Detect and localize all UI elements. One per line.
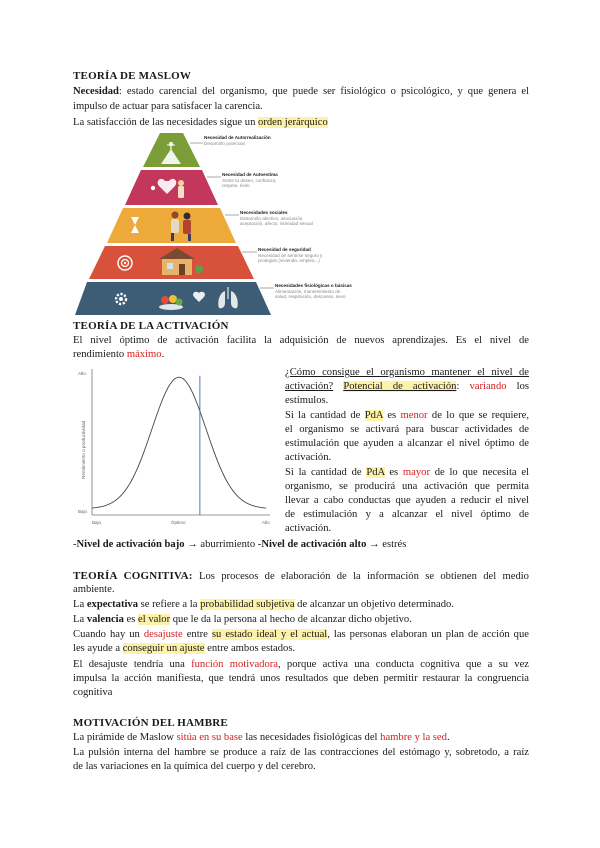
maximo-red: máximo — [126, 349, 162, 360]
menor-line-3: estimulación que ayuden a alcanzar el nivel óptimo de — [285, 438, 529, 449]
maslow-pyramid — [75, 133, 352, 315]
mayor-line-1: Si la cantidad de PdA es mayor de lo que necesita el — [285, 467, 529, 478]
bell-chart-svg — [70, 363, 276, 533]
desajuste-line-2: les ayude a conseguir un ajuste entre ambos estados. — [73, 643, 296, 654]
section-title-cognitiva: TEORÍA COGNITIVA: — [73, 570, 193, 582]
question-line-2: activación? Potencial de activación: variando los — [285, 381, 530, 392]
mayor-line-4: de estimulación y a alcanzar el nivel óptimo de — [285, 509, 529, 520]
orden-highlight: orden jerárquico — [258, 117, 328, 128]
funcion-line-3: cognitiva — [73, 687, 113, 698]
necesidad-definition-line-1 — [73, 85, 529, 99]
y-tick-label-alto: Alto — [78, 371, 86, 376]
hambre-line-3: de las variaciones en la química del cuerpo y del cerebro. — [73, 761, 316, 772]
necesidad-text: : estado carencial del organismo, que puede ser fisiológico o psicológico, y que genera el — [118, 86, 529, 97]
question-line-3: estímulos. — [285, 395, 329, 406]
menor-line-4: activación. — [285, 452, 332, 463]
niveles-line: -Nivel de activación bajo → aburrimiento -Nivel de activación alto → estrés — [73, 539, 407, 550]
tier-label-5: Necesidades fisiológicas o básicas Alimentación, mantenimiento de salud, respiración, descanso, sexo — [275, 283, 352, 300]
y-axis-label: Rendimiento o productividad — [81, 420, 86, 479]
tier-label-4: Necesidad de seguridad Necesidad de sentirse seguro y protegido (vivienda, empleo...) — [258, 247, 323, 264]
activacion-p1-line-1: El nivel óptimo de activación facilita la adquisición de nuevos aprendizajes. Es el nivel de — [73, 335, 529, 346]
tier-label-3: Necesidades sociales Desarrollo afectivo, asociación, aceptación, afecto, intimidad sexual — [240, 210, 313, 227]
funcion-line-2: impulsa la acción manifiesta, que tendrá unos resultados que deben permitir restaurar la congruencia — [73, 673, 529, 684]
cognitiva-line-1: TEORÍA COGNITIVA: Los procesos de elaboración de la información se obtienen del medio — [73, 570, 529, 582]
valencia-line: La valencia es el valor que le da la persona al hecho de alcanzar dicho objetivo. — [73, 614, 412, 625]
activation-curve — [92, 377, 266, 508]
section-title-activacion: TEORÍA DE LA ACTIVACIÓN — [73, 320, 229, 332]
tier-label-1: Necesidad de Autorrealización Desarrollo potencial — [204, 135, 271, 146]
menor-red: menor — [400, 410, 428, 421]
section-title-maslow: TEORÍA DE MASLOW — [73, 70, 192, 82]
activacion-p1-line-2: rendimiento máximo. — [73, 349, 165, 360]
orden-pre: La satisfacción de las necesidades sigue un — [73, 117, 259, 128]
funcion-line-1: El desajuste tendría una función motivadora, porque activa una conducta cognitiva que a su vez — [73, 659, 529, 670]
mayor-line-2: organismo, se producirá una activación que permita — [285, 481, 529, 492]
necesidad-definition-line-2: impulso de actuar para satisfacer la carencia. — [73, 101, 263, 112]
necesidad-term: Necesidad — [73, 86, 119, 97]
menor-line-2: el organismo se activará para buscar actividades de — [285, 424, 529, 435]
y-tick-label-bajo: Bajo — [78, 509, 88, 514]
x-tick-label-bajo: Bajo — [92, 520, 102, 525]
hambre-line-2: La pulsión interna del hambre se produce a raíz de las contracciones del estómago y, sobretodo, a raíz — [73, 747, 529, 758]
activation-bell-chart — [70, 363, 276, 533]
mayor-line-5: activación. — [285, 523, 332, 534]
x-tick-label-alto: Alto — [262, 520, 270, 525]
x-tick-label-optimo: Óptimo — [171, 520, 186, 525]
orden-jerarquico-line — [73, 116, 529, 130]
variando-red: variando — [469, 381, 507, 392]
question-line-1: ¿Cómo consigue el organismo mantener el nivel de — [285, 367, 529, 378]
hambre-line-1: La pirámide de Maslow sitúa en su base las necesidades fisiológicas del hambre y la sed. — [73, 732, 450, 743]
menor-line-1: Si la cantidad de PdA es menor de lo que se requiere, — [285, 410, 530, 421]
tier-label-2: Necesidad de Autoestima Sentir tu deseo, confianza, respeto, éxito — [222, 172, 278, 189]
expectativa-line: La expectativa se refiere a la probabilidad subjetiva de alcanzar un objetivo determinado. — [73, 599, 454, 610]
section-title-hambre: MOTIVACIÓN DEL HAMBRE — [73, 717, 228, 729]
pda-highlight: Potencial de activación — [343, 381, 457, 392]
cognitiva-line-2: ambiente. — [73, 584, 115, 595]
mayor-red: mayor — [402, 467, 430, 478]
desajuste-line-1: Cuando hay un desajuste entre su estado ideal y el actual, las personas elaboran un plan de acción que — [73, 629, 529, 640]
mayor-line-3: llevar a cabo conductas que ayuden a reducir el nivel — [285, 495, 529, 506]
